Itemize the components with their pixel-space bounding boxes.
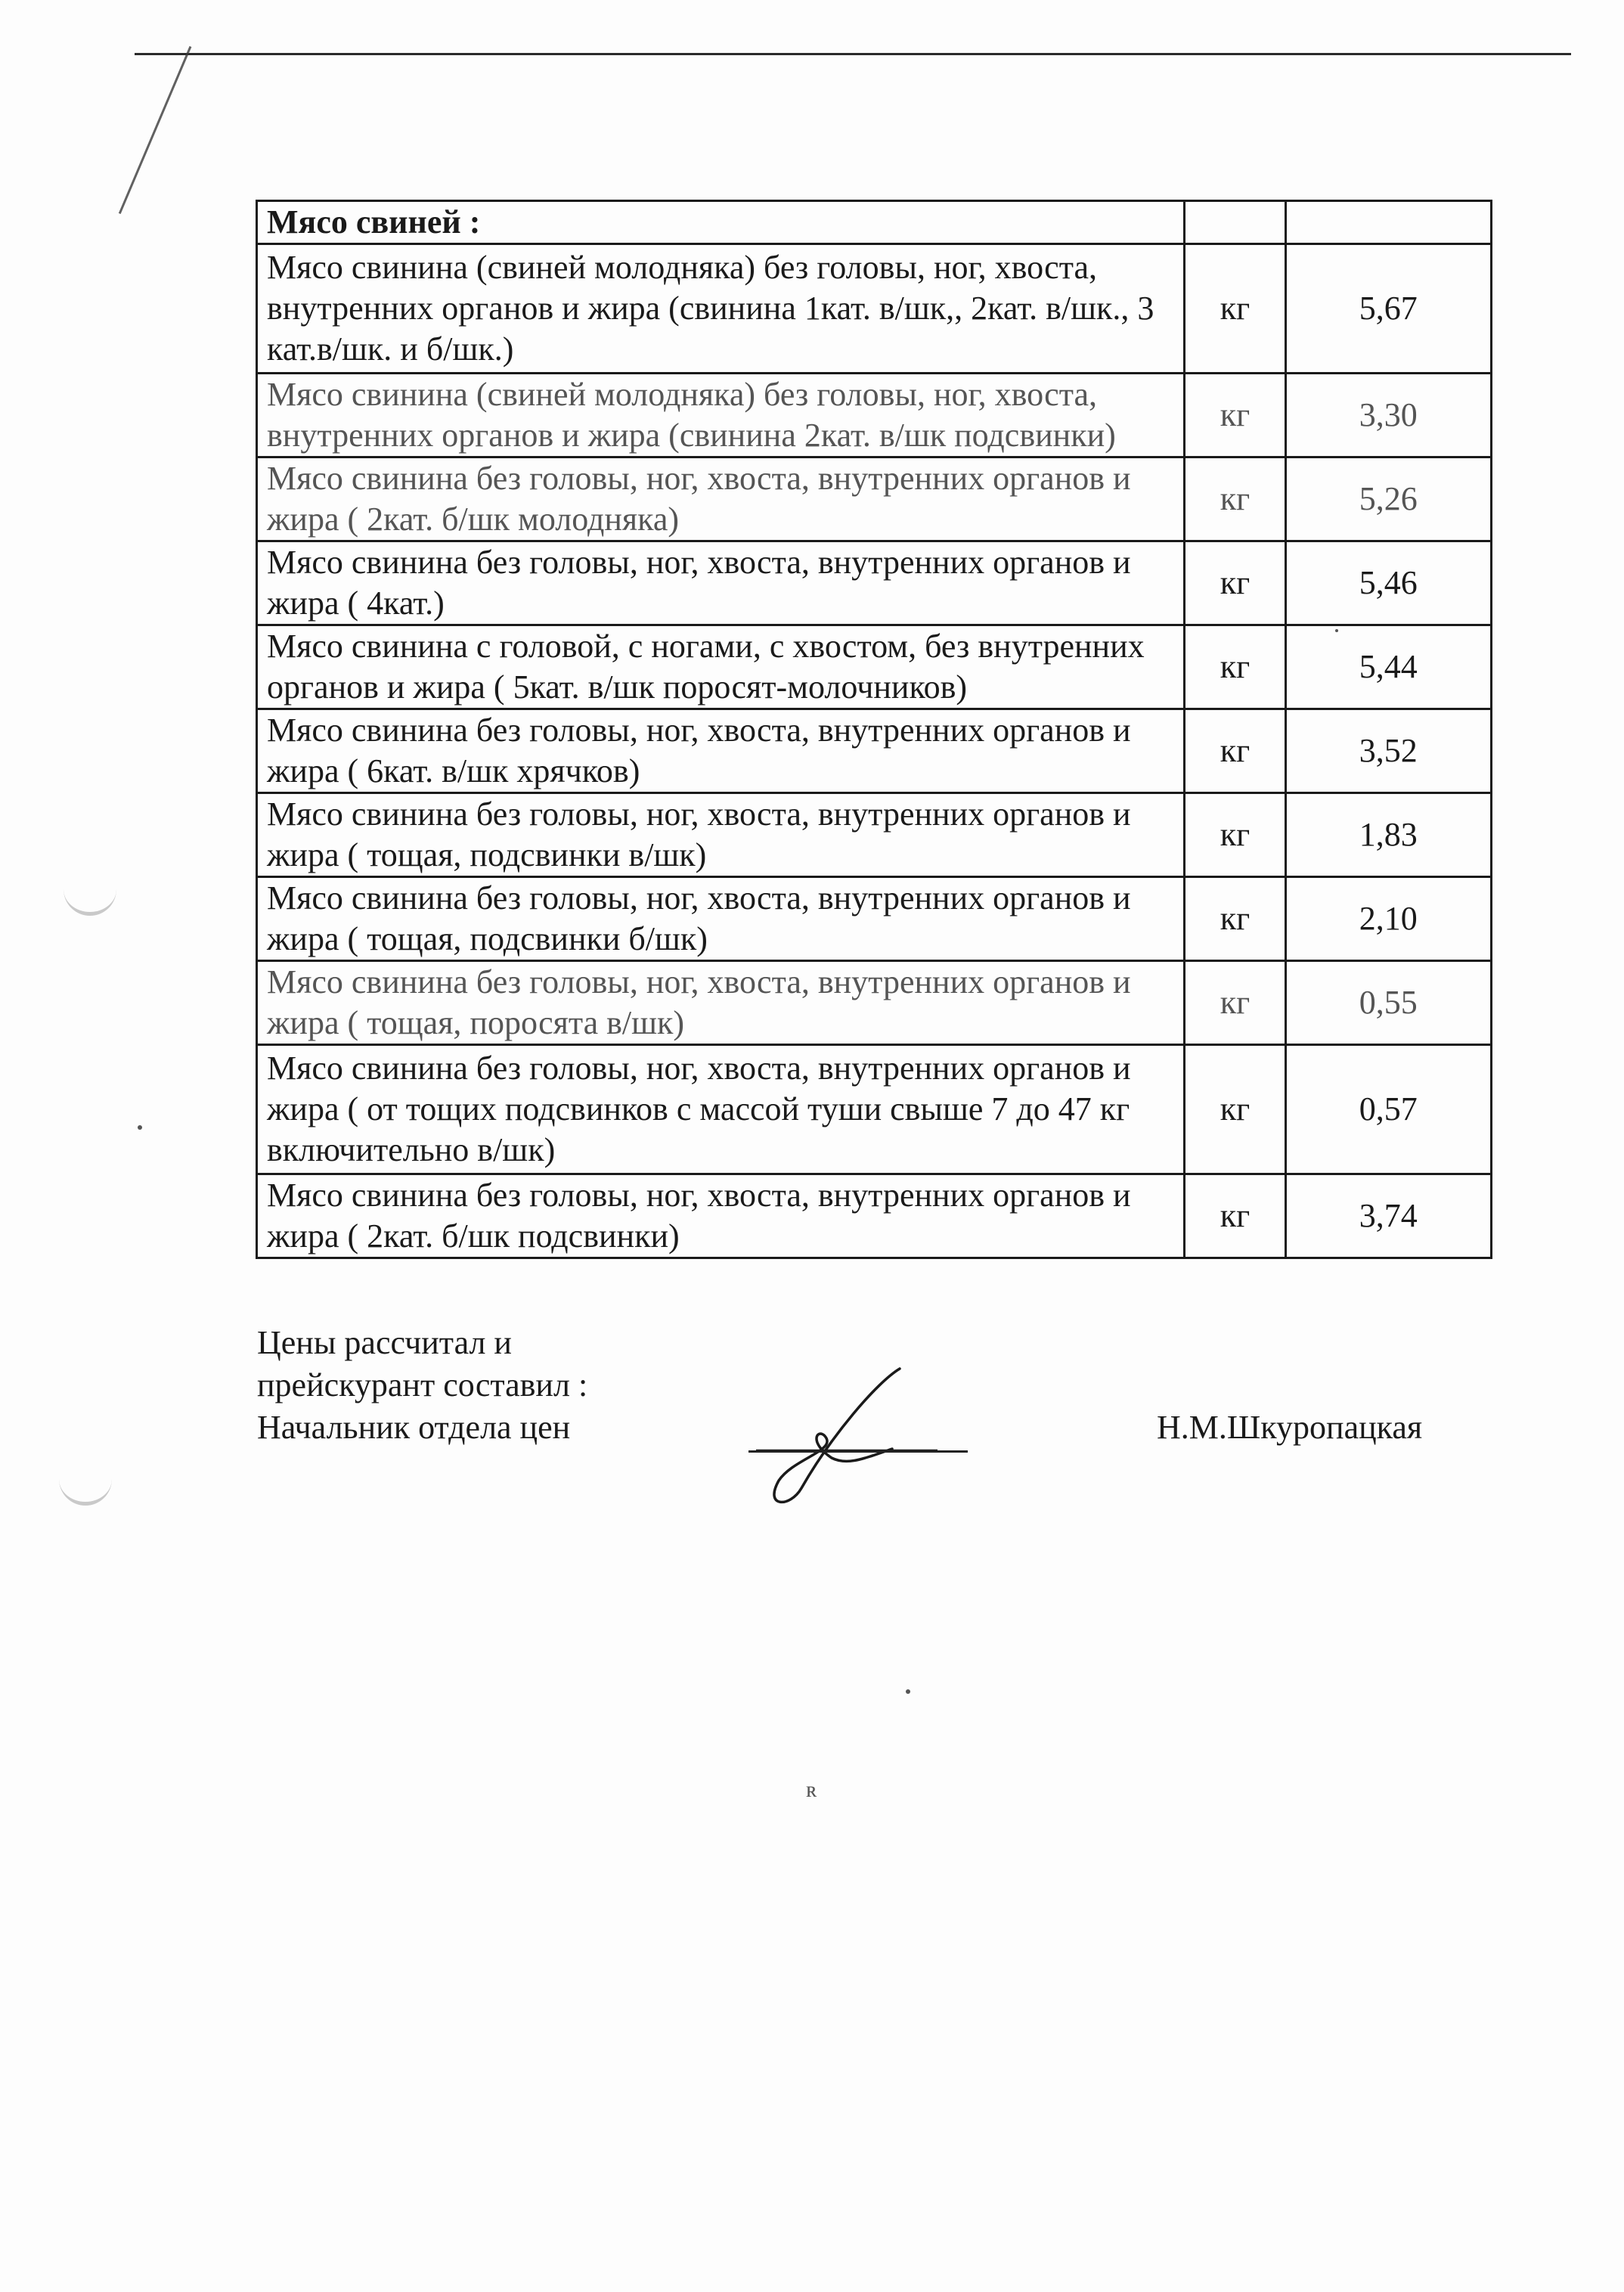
- price-cell: 5,26: [1285, 457, 1491, 541]
- description-line: Мясо свинина без головы, ног, хвоста, внутренних органов и: [267, 1050, 1131, 1087]
- product-description: [257, 625, 1185, 709]
- table-row: [257, 625, 1492, 709]
- price-cell: 5,46: [1285, 541, 1491, 625]
- product-description: [257, 709, 1185, 793]
- price-cell: 0,57: [1285, 1045, 1491, 1174]
- scan-edge-diagonal: [119, 46, 192, 214]
- unit-cell: кг: [1185, 625, 1285, 709]
- description-line: жира ( 4кат.): [267, 585, 445, 622]
- description-line: кат.в/шк. и б/шк.): [267, 330, 514, 368]
- description-line: Мясо свинина без головы, ног, хвоста, внутренних органов и: [267, 963, 1131, 1000]
- unit-cell: кг: [1185, 374, 1285, 457]
- footer-line-1: Цены рассчитал и: [257, 1324, 512, 1361]
- description-line: жира ( тощая, подсвинки б/шк): [267, 920, 708, 957]
- price-cell: 2,10: [1285, 877, 1491, 961]
- punch-hole-mark: [59, 1475, 112, 1506]
- price-cell: 3,52: [1285, 709, 1491, 793]
- description-line: Мясо свинина без головы, ног, хвоста, внутренних органов и: [267, 544, 1131, 581]
- unit-cell: кг: [1185, 244, 1285, 374]
- product-description: [257, 961, 1185, 1045]
- description-line: внутренних органов и жира (свинина 1кат. в/шк,, 2кат. в/шк., 3: [267, 290, 1154, 327]
- price-cell: 1,83: [1285, 793, 1491, 877]
- table-row: [257, 961, 1492, 1045]
- punch-hole-mark: [64, 885, 116, 916]
- footer-line-2: прейскурант составил :: [257, 1366, 588, 1403]
- scan-stray-mark: ʀ: [806, 1777, 817, 1802]
- description-line: жира ( от тощих подсвинков с массой туши свыше 7 до 47 кг: [267, 1090, 1130, 1127]
- price-cell-empty: [1285, 201, 1491, 244]
- product-description: [257, 457, 1185, 541]
- description-line: включительно в/шк): [267, 1131, 556, 1168]
- section-title: Мясо свиней :: [257, 201, 1185, 244]
- table-row: [257, 793, 1492, 877]
- table-row: [257, 541, 1492, 625]
- price-cell: 5,67: [1285, 244, 1491, 374]
- description-line: Мясо свинина без головы, ног, хвоста, внутренних органов и: [267, 1177, 1131, 1214]
- table-section-header: [257, 201, 1492, 244]
- scan-speck: [138, 1125, 142, 1130]
- footer-signature-block: [257, 1322, 587, 1449]
- product-description: [257, 793, 1185, 877]
- signature-line: [748, 1450, 968, 1453]
- description-line: Мясо свинина без головы, ног, хвоста, внутренних органов и: [267, 796, 1131, 833]
- unit-cell: кг: [1185, 793, 1285, 877]
- table-row: [257, 877, 1492, 961]
- price-table: [256, 200, 1492, 1259]
- product-description: [257, 541, 1185, 625]
- table-row: [257, 1174, 1492, 1258]
- description-line: жира ( тощая, поросята в/шк): [267, 1004, 685, 1041]
- price-cell: 0,55: [1285, 961, 1491, 1045]
- handwritten-signature: [748, 1360, 945, 1511]
- description-line: Мясо свинина с головой, с ногами, с хвостом, без внутренних: [267, 628, 1145, 665]
- signer-name: Н.М.Шкуропацкая: [1157, 1409, 1423, 1446]
- description-line: Мясо свинина без головы, ног, хвоста, внутренних органов и: [267, 712, 1131, 749]
- product-description: [257, 877, 1185, 961]
- unit-cell: кг: [1185, 709, 1285, 793]
- description-line: Мясо свинина без головы, ног, хвоста, внутренних органов и: [267, 460, 1131, 497]
- description-line: внутренних органов и жира (свинина 2кат. в/шк подсвинки): [267, 417, 1116, 454]
- table-row: [257, 244, 1492, 374]
- description-line: жира ( 2кат. б/шк молодняка): [267, 501, 680, 538]
- scan-edge-line: [135, 53, 1571, 55]
- unit-cell: кг: [1185, 877, 1285, 961]
- table-row: [257, 709, 1492, 793]
- description-line: Мясо свинина (свиней молодняка) без головы, ног, хвоста,: [267, 249, 1098, 286]
- table-row: [257, 374, 1492, 457]
- description-line: Мясо свинина без головы, ног, хвоста, внутренних органов и: [267, 879, 1131, 916]
- description-line: Мясо свинина (свиней молодняка) без головы, ног, хвоста,: [267, 376, 1098, 413]
- footer-line-3: Начальник отдела цен: [257, 1409, 571, 1446]
- price-cell: 3,74: [1285, 1174, 1491, 1258]
- unit-cell: кг: [1185, 541, 1285, 625]
- price-cell: 5,44: [1285, 625, 1491, 709]
- table-row: [257, 457, 1492, 541]
- product-description: [257, 1174, 1185, 1258]
- table-row: [257, 1045, 1492, 1174]
- product-description: [257, 374, 1185, 457]
- unit-cell-empty: [1185, 201, 1285, 244]
- unit-cell: кг: [1185, 961, 1285, 1045]
- unit-cell: кг: [1185, 457, 1285, 541]
- description-line: жира ( 6кат. в/шк хрячков): [267, 752, 640, 789]
- description-line: органов и жира ( 5кат. в/шк поросят-молочников): [267, 668, 968, 706]
- description-line: жира ( 2кат. б/шк подсвинки): [267, 1217, 680, 1255]
- scan-speck: [906, 1689, 910, 1694]
- price-cell: 3,30: [1285, 374, 1491, 457]
- description-line: жира ( тощая, подсвинки в/шк): [267, 836, 707, 873]
- product-description: [257, 1045, 1185, 1174]
- unit-cell: кг: [1185, 1045, 1285, 1174]
- product-description: [257, 244, 1185, 374]
- unit-cell: кг: [1185, 1174, 1285, 1258]
